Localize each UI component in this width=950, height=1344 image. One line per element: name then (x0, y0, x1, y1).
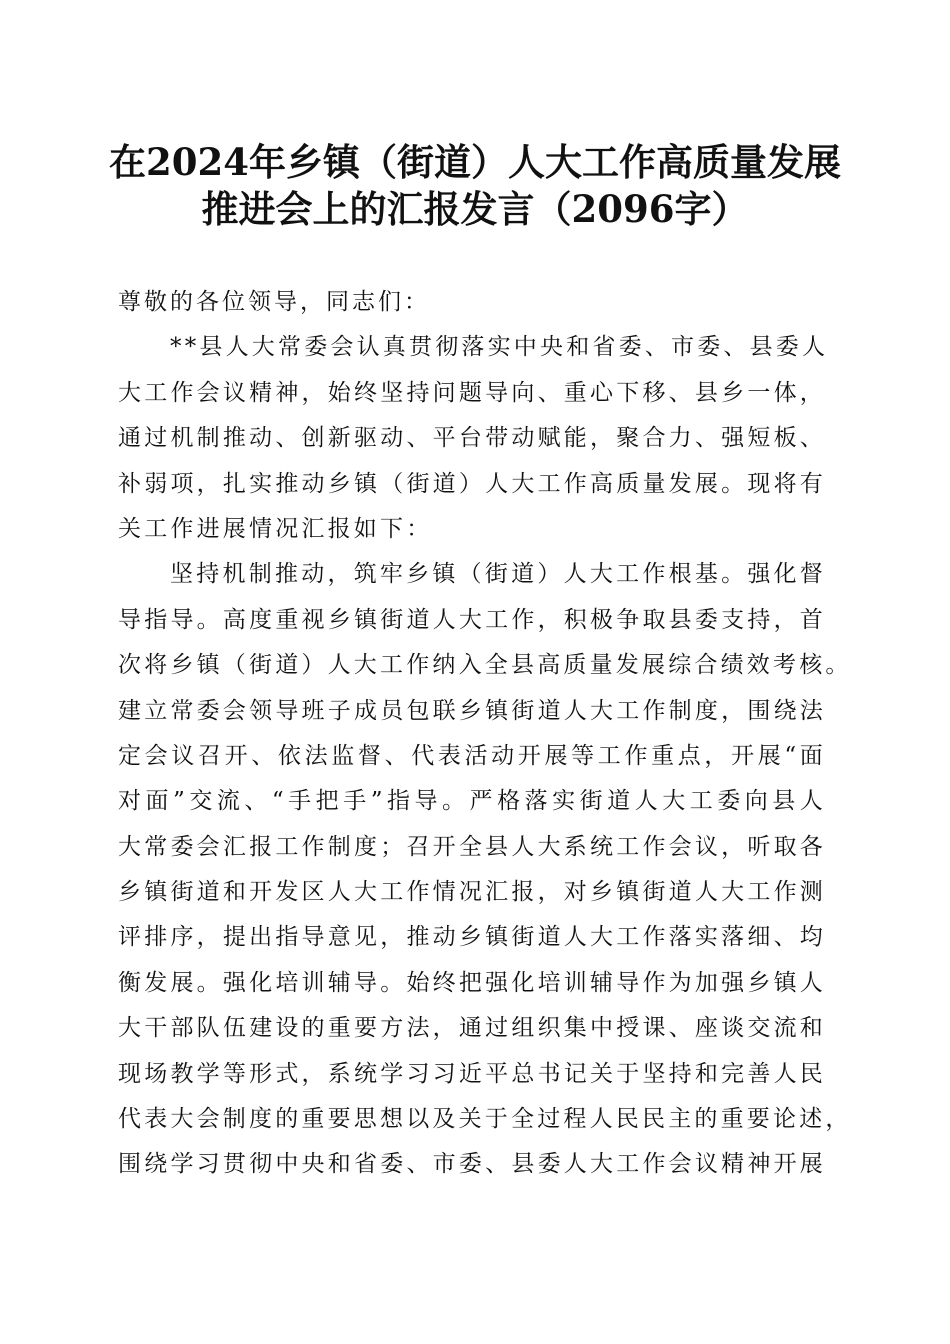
paragraph-line: 大工作会议精神，始终坚持问题导向、重心下移、县乡一体， (118, 379, 826, 406)
title-line-1: 在2024年乡镇（街道）人大工作高质量发展 (109, 140, 841, 184)
title-line-2: 推进会上的汇报发言（2096字） (201, 187, 749, 231)
paragraph-line: 导指导。高度重视乡镇街道人大工作，积极争取县委支持，首 (118, 606, 826, 633)
paragraph-line: 建立常委会领导班子成员包联乡镇街道人大工作制度，围绕法 (118, 697, 826, 724)
paragraph-line: 补弱项，扎实推动乡镇（街道）人大工作高质量发展。现将有 (118, 470, 826, 497)
paragraph-line: 乡镇街道和开发区人大工作情况汇报，对乡镇街道人大工作测 (118, 879, 826, 906)
salutation: 尊敬的各位领导，同志们： (118, 289, 430, 315)
paragraph-line: 次将乡镇（街道）人大工作纳入全县高质量发展综合绩效考核。 (118, 652, 852, 679)
paragraph-line: 评排序，提出指导意见，推动乡镇街道人大工作落实落细、均 (118, 924, 826, 951)
document-body (118, 280, 852, 1188)
paragraph-1 (118, 325, 829, 552)
paragraph-line: **县人大常委会认真贯彻落实中央和省委、市委、县委人 (170, 334, 829, 361)
document-title (60, 140, 890, 231)
paragraph-2 (118, 552, 852, 1187)
paragraph-line: 围绕学习贯彻中央和省委、市委、县委人大工作会议精神开展 (118, 1151, 826, 1178)
paragraph-line: 对面”交流、“手把手”指导。严格落实街道人大工委向县人 (118, 788, 826, 815)
paragraph-line: 定会议召开、依法监督、代表活动开展等工作重点，开展“面 (118, 742, 826, 769)
paragraph-line: 坚持机制推动，筑牢乡镇（街道）人大工作根基。强化督 (170, 561, 826, 588)
paragraph-line: 大干部队伍建设的重要方法，通过组织集中授课、座谈交流和 (118, 1015, 826, 1042)
paragraph-line: 代表大会制度的重要思想以及关于全过程人民民主的重要论述， (118, 1106, 852, 1133)
paragraph-line: 衡发展。强化培训辅导。始终把强化培训辅导作为加强乡镇人 (118, 969, 826, 996)
paragraph-line: 现场教学等形式，系统学习习近平总书记关于坚持和完善人民 (118, 1060, 826, 1087)
paragraph-line: 关工作进展情况汇报如下： (118, 515, 433, 542)
paragraph-line: 大常委会汇报工作制度；召开全县人大系统工作会议，听取各 (118, 833, 826, 860)
paragraph-line: 通过机制推动、创新驱动、平台带动赋能，聚合力、强短板、 (118, 425, 826, 452)
